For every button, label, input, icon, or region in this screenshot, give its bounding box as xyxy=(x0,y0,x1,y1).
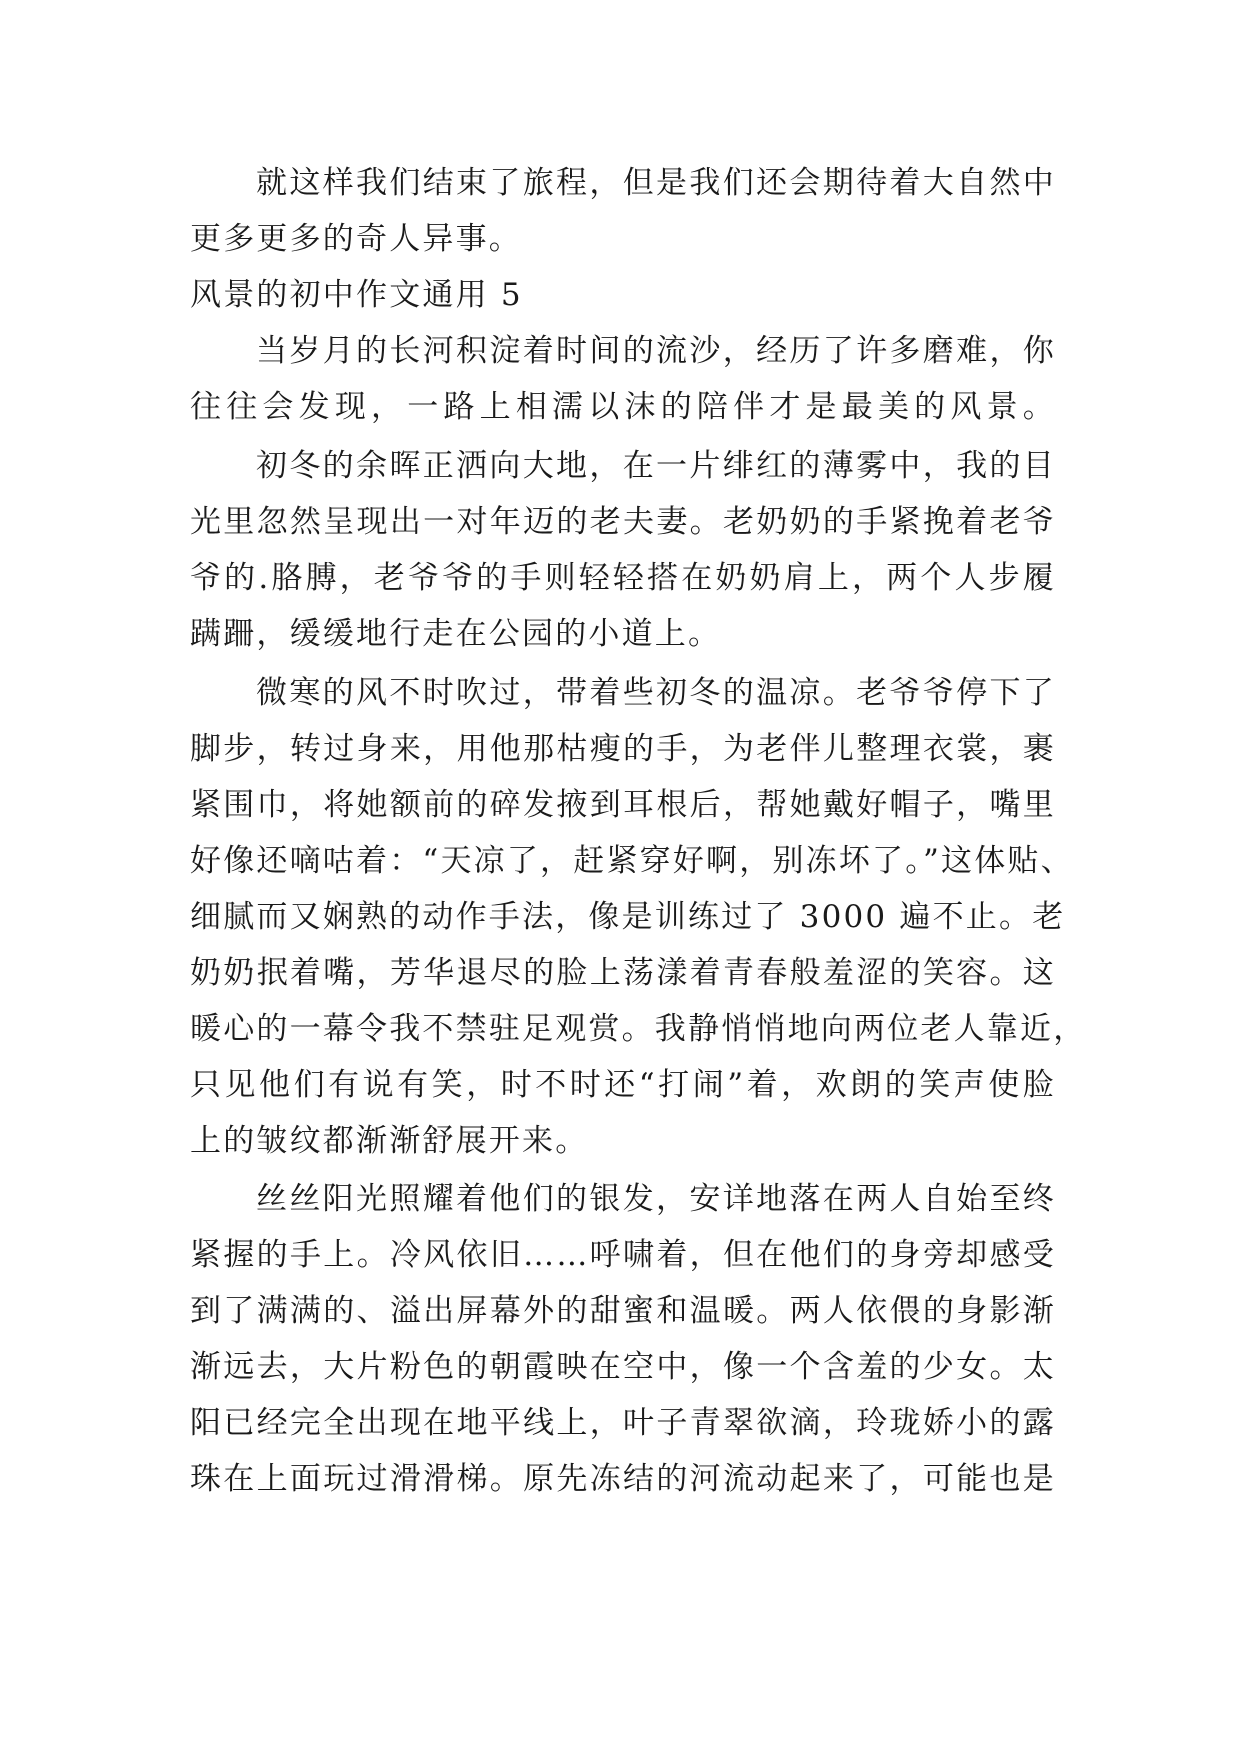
paragraph-line: 紧握的手上。冷风依旧……呼啸着，但在他们的身旁却感受 xyxy=(190,1237,1056,1273)
paragraph-line: 奶奶抿着嘴，芳华退尽的脸上荡漾着青春般羞涩的笑容。这 xyxy=(190,955,1056,991)
paragraph-line: 紧围巾，将她额前的碎发掖到耳根后，帮她戴好帽子，嘴里 xyxy=(190,787,1056,823)
paragraph-line: 爷的.胳膊，老爷爷的手则轻轻搭在奶奶肩上，两个人步履 xyxy=(190,560,1056,596)
paragraph-line: 初冬的余晖正洒向大地，在一片绯红的薄雾中，我的目 xyxy=(256,448,1056,484)
section-heading: 风景的初中作文通用 5 xyxy=(190,277,523,313)
paragraph-line: 脚步，转过身来，用他那枯瘦的手，为老伴儿整理衣裳，裹 xyxy=(190,731,1056,767)
paragraph-line: 微寒的风不时吹过，带着些初冬的温凉。老爷爷停下了 xyxy=(256,675,1056,711)
paragraph-line: 丝丝阳光照耀着他们的银发，安详地落在两人自始至终 xyxy=(256,1181,1056,1217)
paragraph-line: 往往会发现，一路上相濡以沫的陪伴才是最美的风景。 xyxy=(190,389,1056,425)
paragraph-line: 暖心的一幕令我不禁驻足观赏。我静悄悄地向两位老人靠近， xyxy=(190,1011,1087,1047)
paragraph-line: 好像还嘀咕着：“天凉了，赶紧穿好啊，别冻坏了。”这体贴、 xyxy=(190,843,1074,879)
paragraph-line: 只见他们有说有笑，时不时还“打闹”着，欢朗的笑声使脸 xyxy=(190,1067,1056,1103)
paragraph-line: 阳已经完全出现在地平线上，叶子青翠欲滴，玲珑娇小的露 xyxy=(190,1405,1056,1441)
paragraph-line: 珠在上面玩过滑滑梯。原先冻结的河流动起来了，可能也是 xyxy=(190,1461,1056,1497)
paragraph-line: 就这样我们结束了旅程，但是我们还会期待着大自然中 xyxy=(256,165,1056,201)
paragraph-line: 更多更多的奇人异事。 xyxy=(190,221,522,257)
paragraph-line: 上的皱纹都渐渐舒展开来。 xyxy=(190,1123,589,1159)
paragraph-line: 渐远去，大片粉色的朝霞映在空中，像一个含羞的少女。太 xyxy=(190,1349,1056,1385)
paragraph-line: 到了满满的、溢出屏幕外的甜蜜和温暖。两人依偎的身影渐 xyxy=(190,1293,1056,1329)
paragraph-line: 蹒跚，缓缓地行走在公园的小道上。 xyxy=(190,616,722,652)
paragraph-line: 光里忽然呈现出一对年迈的老夫妻。老奶奶的手紧挽着老爷 xyxy=(190,504,1056,540)
paragraph-line: 细腻而又娴熟的动作手法，像是训练过了 3000 遍不止。老 xyxy=(190,899,1066,935)
paragraph-line: 当岁月的长河积淀着时间的流沙，经历了许多磨难，你 xyxy=(256,333,1056,369)
